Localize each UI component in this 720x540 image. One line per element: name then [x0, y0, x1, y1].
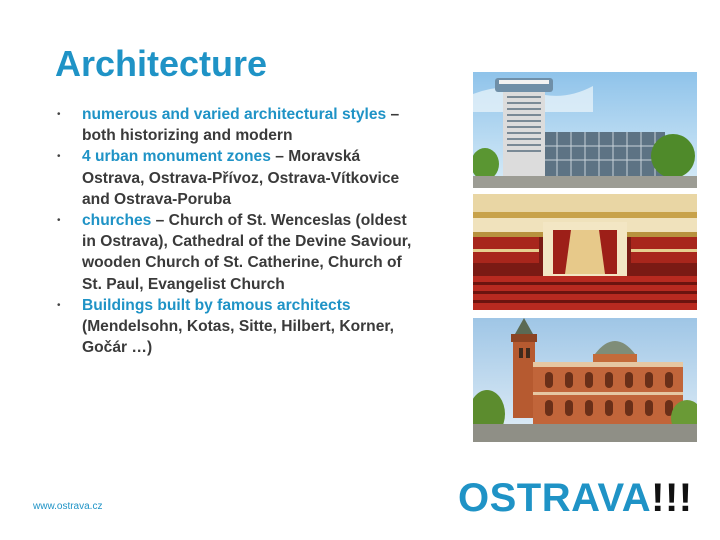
- bullet-dot-icon: •: [57, 109, 61, 120]
- logo-name: OSTRAVA: [458, 476, 652, 520]
- bullet-text: – Church of St. Wenceslas (oldest in Ostrava), Cathedral of the Devine Saviour, wooden Church of St. Catherine, Church of St. Paul, Evangelist Church: [82, 212, 412, 293]
- bullet-item: [55, 104, 415, 146]
- bullet-highlight: churches: [82, 212, 152, 230]
- bullet-highlight: Buildings built by famous architects: [82, 296, 351, 314]
- hotel-tower-photo: [473, 72, 697, 188]
- logo-exclamation: !!!: [651, 476, 693, 520]
- ostrava-logo: [458, 476, 693, 521]
- bullet-item: [55, 146, 415, 210]
- bullet-dot-icon: •: [57, 299, 61, 311]
- bullet-item: [55, 210, 415, 295]
- bullet-highlight: 4 urban monument zones: [82, 148, 271, 166]
- bullet-dot-icon: •: [57, 151, 61, 163]
- bullet-text: (Mendelsohn, Kotas, Sitte, Hilbert, Korner, Gočár …): [82, 318, 394, 357]
- bullet-highlight: numerous and varied architectural styles: [82, 106, 387, 123]
- slide-title: Architecture: [55, 43, 268, 84]
- theatre-interior-photo: [473, 194, 697, 310]
- website-link[interactable]: www.ostrava.cz: [33, 501, 103, 512]
- bullet-text: – both historizing and modern: [82, 106, 400, 145]
- bullet-list: [55, 104, 415, 358]
- bullet-dot-icon: •: [57, 215, 61, 227]
- bullet-text: – Moravská Ostrava, Ostrava-Přívoz, Ostrava-Vítkovice and Ostrava-Poruba: [82, 148, 400, 208]
- bullet-item: [55, 295, 415, 359]
- church-photo: [473, 318, 697, 442]
